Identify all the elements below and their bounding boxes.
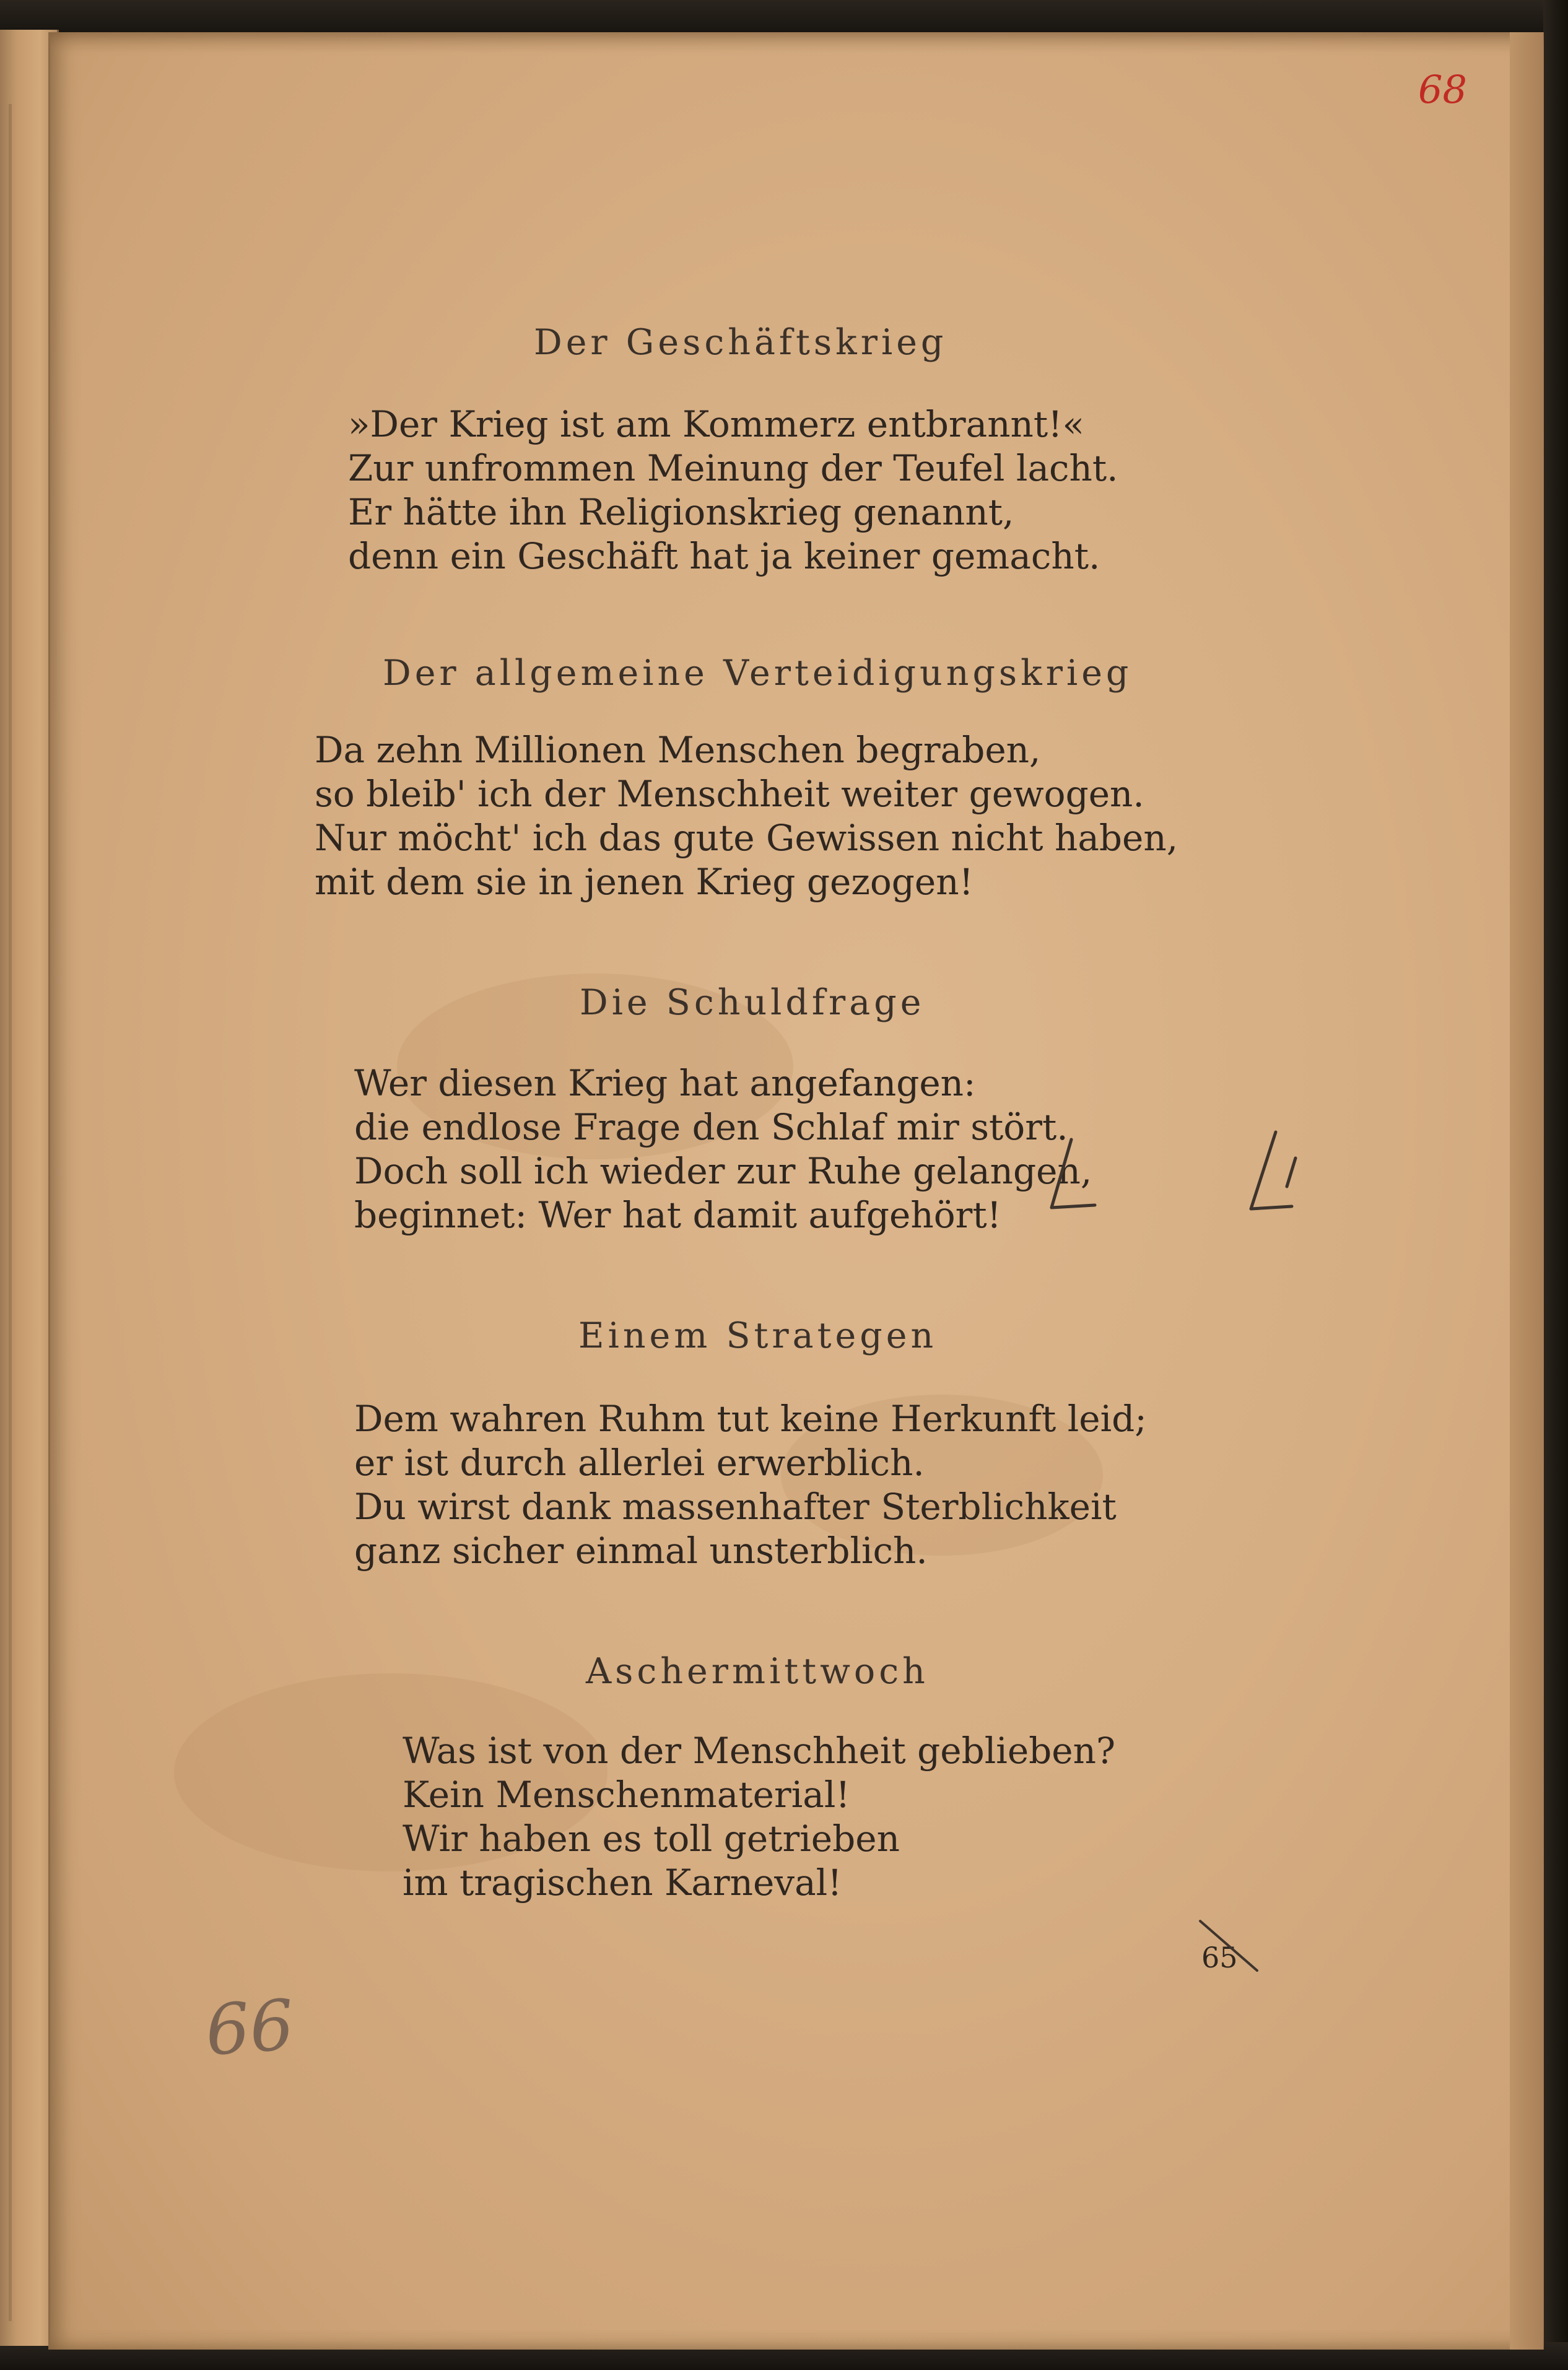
poem-line: Wir haben es toll getrieben <box>403 1818 900 1860</box>
poem-line: Du wirst dank massenhafter Sterblichkeit <box>354 1486 1117 1528</box>
poem-line: Kein Menschenmaterial! <box>403 1774 850 1816</box>
poem-line: er ist durch allerlei erwerblich. <box>354 1442 925 1484</box>
poem-stanza <box>354 1061 1092 1237</box>
poem-line: Zur unfrommen Meinung der Teufel lacht. <box>348 447 1118 489</box>
poem-line: denn ein Geschäft hat ja keiner gemacht. <box>348 535 1100 577</box>
poem-stanza <box>315 728 1178 904</box>
pencil-check-mark <box>1028 1127 1102 1226</box>
poem-title: Die Schuldfrage <box>580 982 925 1023</box>
poem-line: ganz sicher einmal unsterblich. <box>354 1530 928 1572</box>
poem-line: mit dem sie in jenen Krieg gezogen! <box>315 861 973 903</box>
poem-line: Er hätte ihn Religionskrieg genannt, <box>348 491 1014 533</box>
poem-stanza <box>354 1397 1147 1573</box>
pencil-margin-mark <box>1232 1127 1319 1226</box>
folio-number: 68 <box>1418 67 1467 112</box>
printed-page-number: 65 <box>1201 1941 1238 1974</box>
poem-line: so bleib' ich der Menschheit weiter gewogen. <box>315 773 1144 815</box>
poem-line: »Der Krieg ist am Kommerz entbrannt!« <box>348 403 1084 445</box>
poem-line: Nur möcht' ich das gute Gewissen nicht haben, <box>315 817 1178 859</box>
poem-line: Wer diesen Krieg hat angefangen: <box>354 1062 976 1104</box>
poem-stanza <box>403 1729 1115 1905</box>
poem-title: Der allgemeine Verteidigungskrieg <box>383 653 1133 694</box>
poem-line: die endlose Frage den Schlaf mir stört. <box>354 1106 1068 1148</box>
poem-title: Einem Strategen <box>578 1315 938 1356</box>
page-right-edge <box>1510 32 1543 2350</box>
pencil-page-number: 66 <box>203 1985 297 2072</box>
poem-title: Der Geschäftskrieg <box>534 322 947 363</box>
poem-line: Da zehn Millionen Menschen begraben, <box>315 729 1041 771</box>
page-fold-line <box>9 104 12 2321</box>
scanner-board-right <box>1543 0 1568 2370</box>
poem-line: im tragischen Karneval! <box>403 1862 842 1904</box>
poem-stanza <box>348 403 1118 578</box>
poem-line: Doch soll ich wieder zur Ruhe gelangen, <box>354 1150 1092 1192</box>
poem-line: Was ist von der Menschheit geblieben? <box>403 1730 1116 1772</box>
poem-title: Aschermittwoch <box>586 1651 929 1692</box>
poem-line: Dem wahren Ruhm tut keine Herkunft leid; <box>354 1398 1147 1440</box>
page-number-strike-mark <box>1195 1914 1270 1976</box>
poem-line: beginnet: Wer hat damit aufgehört! <box>354 1194 1001 1236</box>
